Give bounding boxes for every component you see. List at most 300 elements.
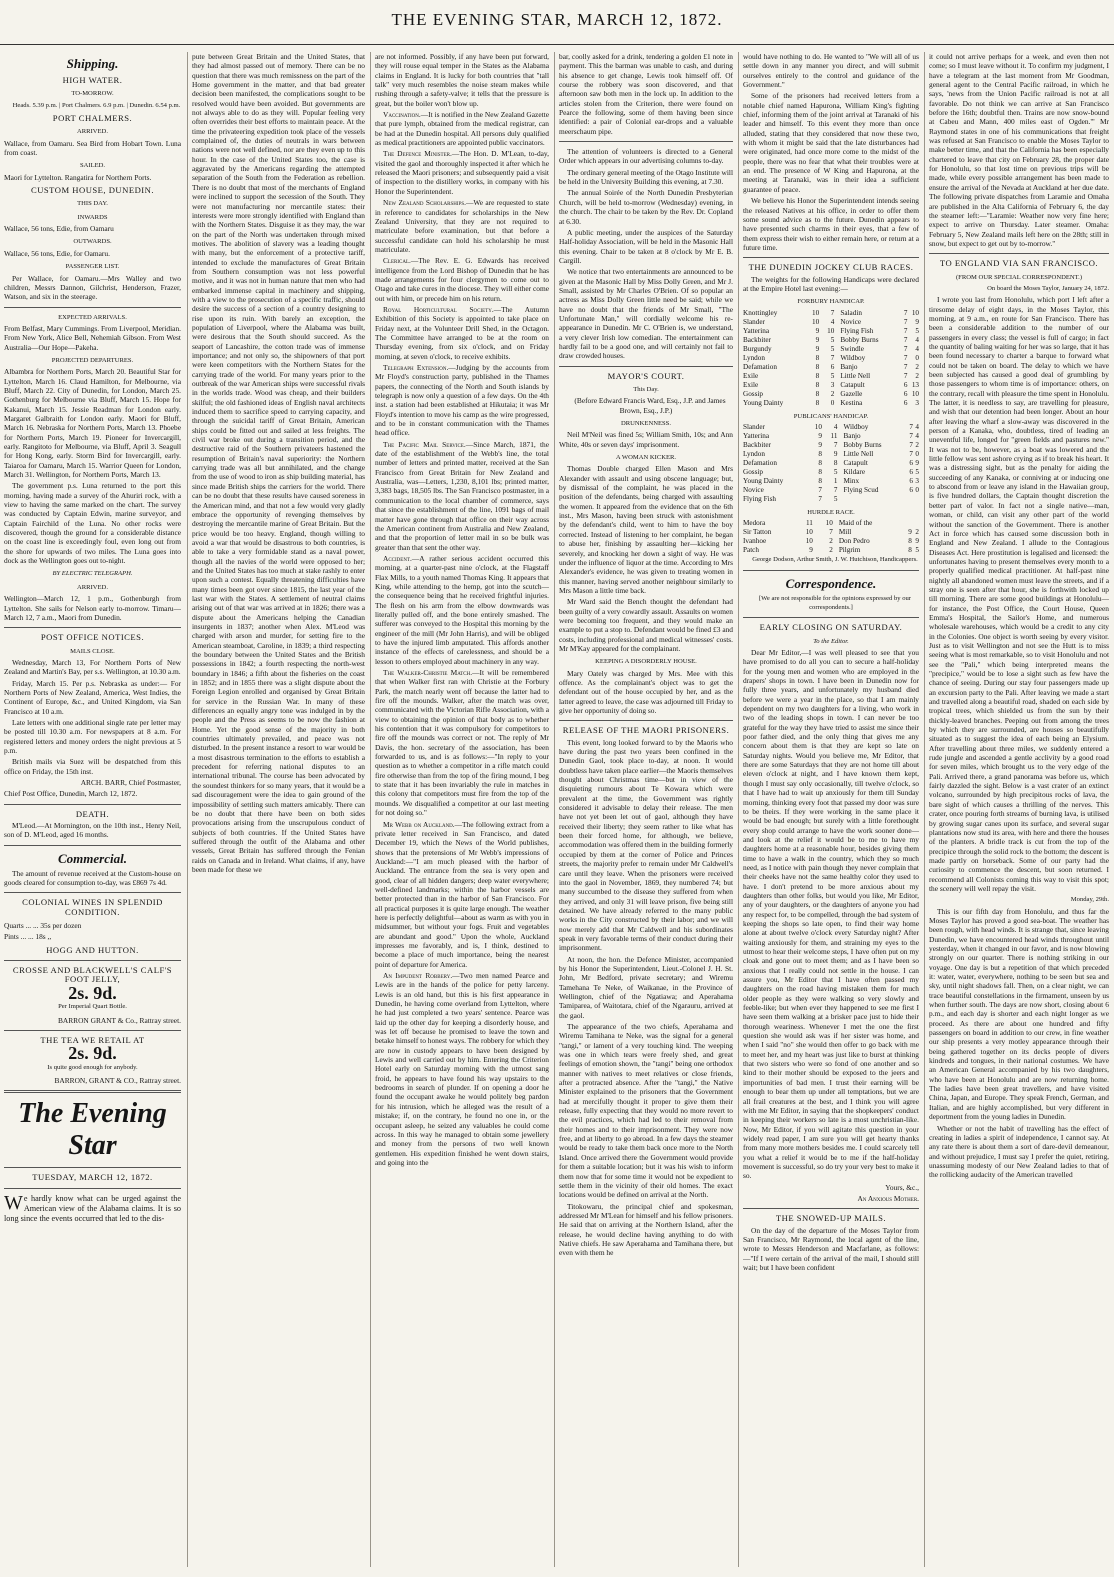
handicap-cell: 8	[818, 476, 822, 485]
handicap-row	[743, 486, 919, 495]
column-6	[929, 52, 1109, 1567]
handicap-cell	[905, 519, 912, 528]
handicap-cell: 10	[805, 528, 813, 537]
handicap-cell: 6	[909, 476, 913, 485]
handicap-cell: 7	[833, 440, 838, 449]
handicap-cell: Backbiter	[743, 440, 771, 449]
divider	[929, 253, 1109, 254]
high-water-heading: HIGH WATER.	[62, 75, 123, 85]
sailed-text: Maori for Lyttelton. Rangatira for Northern Ports.	[4, 172, 152, 182]
handicap-cell: Banjo	[843, 431, 861, 440]
hapurona-text: Some of the prisoners had received letters from a notable chief named Hapurona, William King's fighting chief, informing them of the joint arrival at Taranaki of his leader and himself. To this event they more than once alluded, stating that they considered that now these two, with whom it might be said that the late disturbances had were originated, had once more come to the midst of the people, there was no fear that what their troubles were at an end. The presence of W King and Hapurona, at the meeting at Taranaki, was in their idea a sufficient guarantee of peace.	[743, 91, 919, 194]
handicap-cell: 7	[909, 449, 913, 458]
barron-signature-1: BARRON GRANT & Co., Rattray street.	[57, 1015, 181, 1025]
handicap-cell: 8	[818, 467, 822, 476]
wines-quarts: Quarts ... ... 35s per dozen	[4, 921, 82, 931]
handicap-cell: Lyndon	[743, 449, 765, 458]
divider	[559, 141, 733, 142]
divider	[4, 1030, 181, 1031]
correspondence-note: [We are not responsible for the opinions expressed by our correspondents.]	[758, 594, 911, 611]
post-office-date: Chief Post Office, Dunedin, March 12, 1872.	[4, 789, 138, 799]
tea-ad-title: THE TEA WE RETAIL AT	[40, 1034, 145, 1045]
custom-house-heading: CUSTOM HOUSE, DUNEDIN.	[30, 185, 155, 196]
port-heading: PORT CHALMERS.	[52, 113, 133, 124]
handicap-cell: Exile	[743, 371, 759, 380]
editorial-date: TUESDAY, MARCH 12, 1872.	[32, 1172, 153, 1183]
handicap-cell: Gossip	[743, 467, 763, 476]
post-office-heading: POST OFFICE NOTICES.	[40, 632, 145, 643]
monday-dateline: Monday, 29th.	[1070, 896, 1109, 904]
handicap-row	[743, 450, 919, 459]
column-3	[375, 52, 549, 1567]
clerical-head: Clerical.	[383, 256, 411, 266]
handicap-cell: 9	[818, 431, 822, 440]
handicap-cell: 7	[909, 440, 913, 449]
handicap-cell: 4	[915, 431, 919, 440]
webb-text: —The following extract from a private letter received in San Francisco, and dated December 19, which the News of the World publishes, shows that the pretensions of Mr Webb's impressions of Auckland:—"I am much pleased with the harbor of Auckland. The entrance from the sea is very open and good, clear of all hidden dangers; deep water everywhere; well-defined landmarks; within the harbor vessels are better protected than in the harbor of San Francisco. For all practical purposes it is quite large enough. The weather here is perfectly delightful—about as warm as with you in midsummer, but without your fogs. Fruit and vegetables are abundant and good." Upon the whole, Auckland impresses me favorably, and is, I think, destined to become a place of much importance, being the nearest point of departure for America.	[375, 819, 549, 969]
pacific-mail-head: The Pacific Mail Service.	[383, 439, 466, 449]
handicap-cell: 9	[908, 528, 912, 537]
handicap-cell: 7	[833, 485, 838, 494]
handicap-cell: 2	[915, 362, 919, 371]
handicap-cell: Pilgrim	[838, 546, 861, 555]
handicap-cell: Catapult	[843, 458, 868, 467]
handicap-cell: 5	[915, 326, 919, 335]
snowed-mails-text: On the day of the departure of the Moses Taylor from San Francisco, Mr Raymond, the local agent of the line, wrote to Messrs Henderson and Macfarlane, as follows:—"If I were certain of the arrival of the mail, I should still wait; but I have been confident	[743, 1225, 919, 1272]
release-text-2: At noon, the hon. the Defence Minister, accompanied by his Honor the Superintendent, Lieut.-Colonel J. H. St. John, Mr Bedford, private secretary; and Wiremu Tamehana Te Neke, of Waikanae, in the Province of Wellington, chief of the Ngatiawa; and Aperahama Tamiparea, of Waitotara, chief of the Ngarauru, arrived at the gaol.	[559, 954, 733, 1020]
publicans-table	[743, 423, 919, 504]
disorderly-house-text: Mary Oately was charged by Mrs. Mee with this offence. As the complainant's object was to get the defendant out of the house occupied by her, and as the latter agreed to leave, the case was adjourned till Friday to give her opportunity of doing so.	[559, 668, 733, 715]
this-day-label: THIS DAY.	[77, 200, 108, 208]
expected-arrivals-text: From Belfast, Mary Cummings. From Liverpool, Meridian. From New York, Alice Bell, Nehemiah Gibson. From West Australia—Our Hope—Pakeha.	[4, 323, 181, 352]
tea-text: Is quite good enough for anybody.	[47, 1063, 138, 1071]
publicans-heading: PUBLICANS' HANDICAP.	[793, 412, 869, 420]
handicap-cell	[912, 519, 919, 528]
horticultural-head: Royal Horticultural Society.	[383, 304, 494, 314]
divider	[743, 570, 919, 571]
letter-yours: Yours, &c.,	[885, 1182, 919, 1192]
handicap-cell: 7	[903, 308, 908, 317]
handicap-cell	[843, 495, 907, 504]
tomorrow-label: TO-MORROW.	[71, 90, 114, 98]
handicap-cell: 2	[915, 528, 919, 537]
divider	[4, 804, 181, 805]
handicap-row	[743, 363, 919, 372]
handicap-row	[743, 318, 919, 327]
handicap-cell: Kildare	[843, 467, 866, 476]
handicap-cell: 5	[830, 344, 835, 353]
divider	[4, 627, 181, 628]
webb-head: Mr Webb on Auckland.	[383, 819, 455, 829]
handicap-cell: 10	[825, 519, 833, 528]
commercial-heading: Commercial.	[58, 850, 127, 866]
handicap-cell: Kestina	[840, 398, 863, 407]
handicap-cell: 6	[903, 389, 908, 398]
handicappers: George Dodson, Arthur Smith, J. W. Hutchison, Handicappers.	[752, 556, 918, 564]
handicap-cell: Novice	[840, 317, 862, 326]
handicap-cell: Slander	[743, 422, 765, 431]
handicap-cell: 8	[815, 362, 820, 371]
handicap-cell: Minx	[843, 476, 860, 485]
woman-kicker-heading: A WOMAN KICKER.	[615, 454, 677, 462]
per-bottle: Per Imperial Quart Bottle.	[58, 1003, 127, 1011]
correspondence-heading: Correspondence.	[785, 575, 877, 591]
handicap-cell: Ivanhoe	[743, 537, 767, 546]
handicap-cell: 5	[833, 467, 838, 476]
handicap-row	[743, 432, 919, 441]
outwards-label: OUTWARDS.	[73, 238, 112, 246]
mails-close-label: MAILS CLOSE.	[70, 647, 115, 655]
handicap-row	[743, 546, 919, 555]
handicap-row	[743, 390, 919, 399]
handicap-cell: 7	[818, 494, 822, 503]
woman-kicker-text: Thomas Double charged Ellen Mason and Mrs Alexander with assault and using obscene language; but, by dismissal of the complaint, he was placed in the position of the defendants, being charged with assaulting the women. It appeared from the evidence that on the 6th inst., Mrs Mason, having been struck with astonishment by the defendant's child, went to him to have the boy corrected. Instead of listening to her complaint, he began to abuse her, finishing by assaulting her—kicking her severely, and knocking her down a sight of way. He was under the influence of liquor at the time. According to Mrs Alexander's evidence, he was given to treating women in this manner, having served another neighbour similarly to Mrs Mason a little time back.	[559, 464, 733, 595]
handicap-row	[743, 528, 919, 537]
on-board-dateline: On board the Moses Taylor, January 24, 1872.	[987, 284, 1109, 292]
handicap-cell: Backbiter	[743, 335, 771, 344]
death-heading: DEATH.	[75, 808, 110, 819]
handicap-cell: 7	[903, 353, 908, 362]
handicap-cell: 9	[815, 344, 820, 353]
volunteers-text: The attention of volunteers is directed to a General Order which appears in our advertising columns to-day.	[559, 147, 733, 166]
shipping-heading: Shipping.	[66, 56, 119, 71]
handicap-cell: 7	[903, 344, 908, 353]
robbery-text: —Two men named Pearce and Lewis are in the hands of the police for petty larceny. Lewis is an old hand, but this is his first appearance in Dunedin, he having come overland from Lyttelton, where he had just completed a two years' sentence. Pearce was laid up the other day for keeping a disorderly house, and was let off because he promised to leave the town and betake himself to honest ways. The robbery for which they are now in custody appears to have been designed by Lewis and well carried out by him. Entering the Criterion Hotel early on Saturday morning with the utmost sang froid, he appears to have found his way upstairs to the bedrooms in search of plunder. If on opening a door he found the occupant awake he would politely beg pardon for his intrusion, which he alleged was the result of a mistake; if, on the contrary, he found no one in, or the occupant asleep, he seized any valuables he could come across. In this way he managed to obtain some jewellery and money from the persons of two well known gentlemen. His expedition finished he went down stairs, and going into the	[375, 971, 549, 1167]
this-day-label-2: This Day.	[633, 386, 659, 393]
handicap-cell: Novice	[743, 485, 764, 494]
projected-departures-label: PROJECTED DEPARTURES.	[51, 356, 134, 364]
arrived-label: ARRIVED.	[77, 128, 108, 136]
pacific-mail-text: —Since March, 1871, the date of the establishment of the Webb's line, the total number of letters and printed matter, received at the San Francisco from Great Britain for New Zealand and Australia, was—Letters, 1,230, 8,101 lbs; printed matter, 3,383 bags, 18,505 lbs. The San Francisco postmaster, in a communication to the local chamber of commerce, says that since the establishment of the line, 1091 bags of mail matter have gone through that office on their way across the American continent from Australia and New Zealand, and that the proportion of letter mail in so be bulk was greater than that sent the other way.	[375, 439, 549, 552]
handicap-cell: Maid of the	[838, 519, 873, 528]
defence-head: The Defence Minister.	[383, 149, 452, 159]
handicap-cell: 4	[833, 422, 838, 431]
release-heading: RELEASE OF THE MAORI PRISONERS.	[562, 725, 730, 736]
handicap-cell: Patch	[743, 546, 759, 555]
letter-text: Dear Mr Editor,—I was well pleased to see that you have promised to do all you can to secure a half-holiday for the young men and women who are employed in the drapers' shops in town. I have been in Dunedin now for fully three years, and unfortunately my husband died before we were a year in the place, so that I am mainly dependent on my two daughters for a living, who work in two of the leading shops in town. I can never be too grateful for the way they have tried to assist me since their poor father died, and the only thing that gives me any concern about them is that they are kept so late on Saturday nights. Would you believe me, Mr Editor, that there are some Saturdays that they are not home till about eleven o'clock at night, and I have known them kept, though I must say only occasionally, till twelve o'clock, so that I have had to wait up anxiously for them till Sunday morning, thinking every foot that passed my door was sure to be theirs. If they were working in the same place it would be bad enough; but surely with a little forethought every shop could arrange to have the work sooner done—and look at the relief it would be to me to have my daughters home at a reasonable hour, besides giving them time to have a walk in the country, which they so much need, as I notice with pain though they never complain that their cheeks have not the same healthy color they used to have. I don't pretend to be more anxious about my daughters than other folks, but would you like, Mr Editor, any of your daughters, or the daughters of anyone you had any respect for, to be compelled, through the bad system of keeping the shops so late open, to find their way home alone at about twelve o'clock every Saturday night? After waiting anxiously for them, and straining my eyes to the utmost to hear their welcome steps, I have often put on my cloak and gone out to meet them; and as I have been so anxious that I really could not settle in the house. I can assure you, Mr Editor that I have often passed my daughters on the road having mistaken them for much older people as they were walking so very slowly and feeble-like; but when ever they happened to see me first I have seen them walking at a brisker pace just to hide their thorough weariness. Whenever I met the one the first question she would ask was if her sister was home, and when I said "no" she would then offer to go back with me to meet her, and my heart was just like to burst at thinking that two sisters who were so fond of one another and so kind to their mother should be exposed to the jeers and importunities of bad men. I trust their earning will be enough to bear them up under all temptations, but we are all frail creatures at the best, and I think you will agree with me Mr Editor, in saying that the shopkeepers' conduct in keeping their workers so late is a most unchristian-like. Now, Mr Editor, if you will agitate this question in your widely read paper, I am sure you will get hearty thanks from many more mothers besides me. I could scarcely tell you what a relief it would be to me if the half-holiday movement is successful, so do try your very best to make it so.	[743, 648, 919, 1181]
handicap-cell: Defamation	[743, 458, 777, 467]
release-text-4: Titokowaru, the principal chief and spokesman, addressed Mr M'Lean for himself and his fellow prisoners. He said that on arriving at the Northern Island, after the release, he would decline having anything to do with Native chiefs. He saw Aperahama and Tamihana there, but even with them he	[559, 1201, 733, 1258]
handicap-cell: 3	[915, 398, 919, 407]
handicap-row	[743, 423, 919, 432]
editorial-continued: pute between Great Britain and the United States, that they had almost passed out of memory. There can be no question that there was much remissness on the part of the Home government in the matter, and that bad greater decision been manifested, the complications sought to be resolved would have been avoided. But governments are not always able to do as they will. Popular feeling very often overrides their best efforts to maintain peace. At the time the privateering expedition took place of the vessels complained of, the duties of neutrals in wars between nations were not well defined, nor are they even up to this hour. In the case of the United States too, the case is aggravated by the Americans regarding the attempted separation of the South from the Federation as rebellion. There is no doubt that most of the merchants of England were inclined to support the secession of the South. They were not manufacturing nor mercantile states: their interests were more strongly identified with England than with the Northern States. Disguise it as they may, the war on the part of the North was undertaken through mixed motives. The abolition of slavery was a leading thought with many, but the enforcement of a protective tariff, intended to exclude the manufactures of Great Britain from Southern consumption was not less powerful motive, and it was not in human nature that men who had embarked immense capital in machinery and shipping, with a view to the prosecution of a specific traffic, should desire the success of a section of a country designing to rise upon its ruin. With barely an exception, the population of Liverpool, where the Alabama was built, were desirous that the South should succeed. As the seaport of Lancashire, the cotton trade was of immense importance; and not only so, the shipowners of that port were keen competitors with the Northern States for the carrying trade of the world. For many years prior to the outbreak of the war American ships were successful rivals in the worlds trade. Wood was cheap, and their builders skilful; the old fashioned ideas of English naval architects induced them to sacrifice speed to carrying capacity, and through the suicidal tariff of Great Britain, American ships could be fitted out and sailed at less freights. The civil war broke out during a transition period, and the destructive raid of the Southern privateers hastened the resumption of Britain's naval superiority: the Northern carrying trade was all but annihilated, and the change from the use of wood to iron as ship building material, has since made British ships the carriers for the world. There can be no doubt that these results have caused soreness in the American mind, and that not a few would very gladly embrace the opportunity of revenging themselves by destroying the mercantile marine of Great Britain. But the price would be too heavy. England, though willing to avoid a war that would be disastrous to both countries, is able to take a very formidable stand as a naval power, though all the navies of the world were opposed to her; and the United States has too much at stake rashly to enter upon such a contest. Equally threatening difficulties have many times been got over since 1815, the last year of the last war with the States. A settlement of neutral claims arising out of that war was arrived at in 1826; there was a dispute about the Americans helping the Canadian insurgents in 1837; another when Alex. M'Leod was charged with arson and murder, for setting fire to the American steamboat, Caroline, in 1839; a third respecting the boundary between the United States and the British possessions in 1842; a fourth respecting the north-west boundary in 1846; a fifth about the fisheries on the coast in 1852; and in 1855 there was a slight dispute about the Foreign Legion enrolled and organised by Great Britain for service in the Russian War. In many of these differences an equally angry tone was indulged in by the people and the Press as seems to be now the fashion at Home. Yet the good sense of the majority in both countries ultimately prevailed, and peace was not disturbed. In the present instance a resort to war would be a most disastrous termination to the efforts to establish a precedent for referring national disputes to an international tribunal. The course has been advocated by the soundest thinkers for so many years, that it would be a sad discouragement were the idea to gain ground of the impossibility of settling such matters amicably. There can be no doubt that there have been on both sides provocations arising from the unscrupulous conduct of subjects of both countries. If the United States have suffered through the outfit of the Alabama and other vessels, Great Britain has suffered through the Fenian raids on Canada and in Ireland. What claims, if any, have been made for these we	[192, 52, 365, 874]
handicap-cell: 9	[809, 546, 813, 555]
handicap-cell: 10	[811, 317, 820, 326]
divider	[743, 1208, 919, 1209]
handicap-row	[743, 309, 919, 318]
handicap-cell: 6	[909, 458, 913, 467]
handicap-cell: 9	[815, 326, 820, 335]
tea-price: 2s. 9d.	[68, 1043, 117, 1064]
divider	[743, 257, 919, 258]
handicap-row	[743, 327, 919, 336]
handicap-cell: 13	[911, 380, 919, 389]
hurdle-heading: HURDLE RACE.	[807, 508, 855, 516]
defence-item	[375, 149, 549, 196]
handicap-cell: 7	[903, 317, 908, 326]
handicap-row	[743, 354, 919, 363]
handicap-cell: 6	[903, 380, 908, 389]
handicap-cell: 11	[805, 519, 813, 528]
handicap-cell: 6	[909, 467, 913, 476]
telegraph-item	[375, 363, 549, 438]
superintendent-text: We believe his Honor the Superintendent intends seeing the released Natives at his office, in order to offer them some sound advice as to the future. Dunedin appears to have presented such charms in their eyes, that a few of them express their wish to either remain here, or return at a future time.	[743, 196, 919, 252]
handicap-cell: Saladin	[840, 308, 862, 317]
to-editor: To the Editor.	[813, 637, 849, 645]
snowed-mails-heading: THE SNOWED-UP MAILS.	[775, 1213, 887, 1224]
horticultural-item	[375, 305, 549, 361]
handicap-cell: Flying Fish	[840, 326, 874, 335]
passenger-list-text: Per Wallace, for Oamaru.—Mrs Walley and two children, Messrs Dannon, Gilchrist, Henderson, Frazer, Watson, and six in the steerage.	[4, 273, 181, 302]
telegraph-text: —Judging by the accounts from Mr Floyd's construction party, published in the Thames papers, the connecting of the North and South islands by telegraph is now only a question of a few days. On the 4th inst. a station had been established at Hikutaia; it was Mr Floyd's intention to move his camp as the wire progressed, and to be in constant communication with the Thames head office.	[375, 363, 549, 438]
handicap-cell: 10	[814, 422, 822, 431]
scholarships-text: —We are requested to state in reference to candidates for scholarships in the New Zealand University, that they are not required to matriculate before examination, but that before a successful candidate can hold his scholarship he must matriculate.	[375, 198, 549, 254]
handicap-row	[743, 345, 919, 354]
release-text-1: This event, long looked forward to by the Maoris who have during the past two years been confined in the Dunedin Gaol, took place to-day, at noon. It would doubtless have taken place earlier—the Maoris themselves thought about Christmas time—but in view of the disquieting rumours about Te Kowara which were prevalent at the time, the Government was rightly considered it advisable to delay their release. The men have not yet been let out of gaol, although they have received their liberty; they seem rather to like what has been their forced home, for although, we believe, accommodation was offered them in the building formerly occupied by them at the corner of Police and Princes streets, the majority prefer to remain under Mr Caldwell's care until they leave. When the prisoners were received into the gaol in November, 1869, they numbered 74; but many succumbed to the disease they suffered from when they arrived, and only 31 will leave prison, five being still detained. We have already referred to the many public works in the City constructed by their labor; and we will now merely add that Mr Caldwell and his subordinates speak in very favorable terms of their conduct during their imprisonment.	[559, 737, 733, 953]
handicap-cell: 5	[833, 494, 838, 503]
mayors-court-heading: MAYOR'S COURT.	[607, 370, 685, 381]
handicap-cell: 0	[830, 398, 835, 407]
handicap-cell: Lyndon	[743, 353, 765, 362]
vaccination-text: —It is notified in the New Zealand Gazette that pure lymph, obtained from the medical registrar, can be had at the Dunedin hospital. All persons duly qualified as medical practitioners are appointed public vaccinators.	[375, 110, 549, 148]
handicap-cell: 0	[915, 353, 919, 362]
tide-times: Heads. 5.39 p.m. | Port Chalmers. 6.9 p.m. | Dunedin. 6.54 p.m.	[12, 101, 181, 109]
handicap-cell: 11	[830, 431, 838, 440]
handicap-cell: 10	[805, 537, 813, 546]
handicap-cell: 3	[915, 476, 919, 485]
snowed-mails-continued: it could not arrive perhaps for a week, and even then not come; so I must leave without it. To confirm my judgment, I have a telegram at the last moment from Mr Goodman, general agent to the Central Pacific railroad, in which he says, 'news from the Union Pacific railroad is not at all favorable. Do not think we can arrive at San Francisco before the 16th; doubtful then. Trains are now snow-bound at Cabeu and Mann, 400 miles east of Ogden.'" Mr Raymond states in one of his communications that freight was refused at San Francisco to enable the Moses Taylor to make better time, and that the California has been especially chartered to leave that city on February 28, the proper date for Honolulu, so that lost time on previous trips will be made, while every possible arrangement has been made to ensure the arrival of the Nevada at Auckland at her due date. The following private dispatches from Laramie and Omaha are published in the Alta California of February 6, the day the steamer left:—"Laramie: Weather now very fine here; expect to arrive on Thursday. Later steamer. Omaha: February 5, New Zealand mails left here on the 28th; still in snow, but expect to get out by to-morrow."	[929, 52, 1109, 248]
horticultural-text: —The Autumn Exhibition of this Society is appointed to take place on Friday next, at the Volunteer Drill Shed, in the Octagon. The Committee have arranged to be at the room on Thursday evening, from six o'clock, and on Friday morning, at seven o'clock, to receive exhibits.	[375, 304, 549, 361]
handicap-cell: 6	[909, 485, 913, 494]
handicap-cell: 9	[915, 317, 919, 326]
jelly-ad-title: CROSSE AND BLACKWELL'S CALF'S FOOT JELLY,	[12, 965, 173, 985]
handicap-cell: 8	[815, 353, 820, 362]
divider	[743, 617, 919, 618]
walker-item	[375, 668, 549, 818]
institute-text: The ordinary general meeting of the Otago Institute will be held in the University Building this evening, at 7.30.	[559, 167, 733, 187]
handicap-cell: Mill	[838, 528, 852, 537]
arrived-text-2: Wellington—March 12, 1 p.m., Gothenburgh from Lyttelton. She sails for Nelson early to-morrow. Timaru—March 12, 7 a.m., Maori from Dunedin.	[4, 594, 181, 622]
divider	[559, 720, 733, 721]
handicap-cell: Exile	[743, 380, 759, 389]
handicap-cell: 10	[911, 308, 919, 317]
handicap-cell: 9	[818, 440, 822, 449]
hogg-hutton: HOGG AND HUTTON.	[46, 944, 139, 955]
handicap-cell: Medora	[743, 519, 766, 528]
sailed-label: SAILED.	[79, 162, 106, 170]
column-2	[192, 52, 365, 1567]
handicap-cell: Gazelle	[840, 389, 863, 398]
death-notice: M'Leod.—At Mornington, on the 10th inst., Henry Neil, son of D. M'Leod, aged 16 months.	[4, 821, 181, 840]
handicap-cell: 6	[830, 362, 835, 371]
handicap-cell: 8	[833, 458, 838, 467]
vaccination-item	[375, 110, 549, 147]
release-text-3: The appearance of the two chiefs, Aperahama and Wiremu Tamihana te Neke, was the signal for a general "tangi," or lament of a very touching kind. The weeping was one in which tears were freely shed, and great feelings of emotion shown, the "tangi" being one orthodox manner with natives to meet relatives or close friends, after a protracted absence. After the "tangi," the Native Minister explained to the prisoners that the Government had at mercifully thought it proper to give them their release, fully expecting that they would no more revert to the evil practices, which had led to their removal from their homes and to their imprisonment. They were now free, and at liberty to go abroad. In a few days the steamer would be ready to take them back once more to the North Island. Once arrived there the Government would provide for them a suitable location; but it was his wish to inform them now that for some time it would not be expedient to settle them in the vicinity of their old homes. The exact locations would be defined on arrival at the North.	[559, 1022, 733, 1200]
inwards-text: Wallace, 56 tons, Edie, from Oamaru	[4, 224, 114, 234]
woman-kicker-text-2: Mr Ward said the Bench thought the defendant had been guilty of a very cowardly assault. Assaults on women were becoming too frequent, and they would make an example to put a stop to. Defendant would be fined £3 and costs, including professional and medical witnesses' costs. Mr M'Kay appeared for the complainant.	[559, 597, 733, 653]
divider	[4, 1167, 181, 1168]
handicap-cell: 7	[909, 422, 913, 431]
handicap-row	[743, 399, 919, 408]
divider	[4, 845, 181, 846]
handicap-cell	[913, 495, 919, 504]
handicap-cell: 2	[915, 440, 919, 449]
special-correspondent: (FROM OUR SPECIAL CORRESPONDENT.)	[955, 273, 1083, 281]
handicap-cell: 9	[815, 335, 820, 344]
jockey-club-heading: THE DUNEDIN JOCKEY CLUB RACES.	[748, 262, 914, 273]
vaccination-head: Vaccination.	[383, 110, 421, 120]
handicap-cell: Yatterina	[743, 326, 770, 335]
scholarships-item	[375, 198, 549, 254]
government-luna-text: The government p.s. Luna returned to the port this morning, having made a survey of the Ahuriri rock, with a view to having the same marked on the chart. The survey was conducted by Captain Edwin, marine surveyor, and Captain Fairchild of the Luna. No other rocks were discovered, though the ground for a considerable distance on the coast line is exceedingly foul, even long out from the shore for upwards of two miles. The Luna goes into dock as the Wellington goes out to-night.	[4, 481, 181, 566]
forbury-table	[743, 309, 919, 408]
handicap-cell: Flying Fish	[743, 494, 776, 503]
handicap-row	[743, 468, 919, 477]
handicap-cell: 7	[818, 485, 822, 494]
handicap-cell: Defamation	[743, 362, 777, 371]
column-1	[4, 52, 181, 1567]
handicap-cell: 4	[830, 317, 835, 326]
divider	[4, 892, 181, 893]
handicap-cell: 7	[903, 326, 908, 335]
handicap-row	[743, 441, 919, 450]
masthead: THE EVENING STAR, MARCH 12, 1872.	[0, 0, 1114, 45]
handicap-cell: 8	[818, 458, 822, 467]
handicap-cell: 2	[829, 537, 833, 546]
handicap-cell: Banjo	[840, 362, 858, 371]
handicap-cell: 8	[815, 371, 820, 380]
handicap-cell: 8	[815, 398, 820, 407]
mails-text-3: Late letters with one additional single rate per letter may be posted till 10.30 a.m. For newspapers at 8 a.m. For registered letters and money orders the night previous at 5 p.m.	[4, 717, 181, 755]
voyage-text-1: I wrote you last from Honolulu, which port I left after a tiresome delay of eight days, in the Moses Taylor, this morning, at 9 a.m., en route for San Francisco. There has been a considerable addition to the number of our passengers in every class; the vessel is full of cargo; in fact the quantity of baling waiting for her was so large, that it has been found necessary to charter a barque to forward what could not be taken on board. The delay to which we have been subjected has caused a good deal of grumbling by those passengers to whom time is of importance: others, on the contrary, recall with pleasure the time spent in Honolulu. The latter, it is needless to say, are travelling for pleasure, and wish that our detention had been longer. About an hour after leaving the wharf a slow-away was discovered in the person of a Kanaka, who, doubtless, tired of leading an uneventful life, longed for "green fields and pastures new." It was not to be, however, as a boat was lowered and the little fellow was sent ashore crying as if to break his heart. It was a distressing sight, but as the penalty for aiding the succeeding of any Kanaka, or conniving at or inducing one to abscond from or leave any island in the Hawaiian group, is five hundred dollars, the Captain thought discretion the better part of valor. In fact not a single native—man, woman, or child, can visit any other part of the world without the sanction of the Government. There is another Act in force which has caused some discussion both in England and New Zealand. I allude to the Contagious Diseases Act. Here prostitution is legalised and licensed: the unfortunates having to present themselves every month to a properly qualified medical practitioner. At half-past nine nightly all abandoned women must leave the streets, and if a stray one is seen after that hour, she is forthwith locked up till morning. There are some good buildings at Honolulu—for instance, the Post Office, the Court House, Queen Emma's Hospital, the Sailor's Home, and numerous wholesale warehouses, which would be a credit to any city in the Colonies. One object is worth seeing by every visitor. Just as to visit Wellington and not see the Hutt is to miss seeing what is most remarkable, so to visit Honolulu and not see the "Pali," which being interpreted means the "precipice," would be to lose a sight such as few have the chance of seeing. During our stay four passengers made up an excursion party to the Pali. After leaving we made a start and travelled along a beautiful road, shaded on each side by tropical trees, which shielded us from the sun by their thickly-leaved branches. Peeping out from among the trees by which they are surrounded, are houses so beautifully situated as to suggest the idea of each being an Elysium. After travelling about three miles, we suddenly entered a rude jungle and ascended a gentle acclivity by a good road for seven miles, which brought us to the very edge of the Pali. Arrived there, a grand panorama was before us, which fairly dazzled the sight. Below is a vast crater of an extinct volcano, surrounded by high precipitous rocks of lava, the bare sight of which causes a thrilling of the nerves. This crater, once pouring forth streams of burning lava, is utilised by growing sugar canes upon its surface, and several sugar plantations now stud its area, with here and there the houses of the planters. A bridle track is cut from the top of the precipice through the solid rock to the bottom; the descent is made partly on horseback. Some of our party had the curiosity to commence the descent, but soon returned. I recommend all Colonists coming this way to visit this spot; the scenery will well repay the visit.	[929, 295, 1109, 893]
outwards-text: Wallace, 56 tons, Edie, for Oamaru.	[4, 248, 110, 258]
handicap-cell: 4	[915, 335, 919, 344]
column-rule	[370, 52, 371, 1567]
column-5	[743, 52, 919, 1567]
handicap-cell: Burgundy	[743, 344, 772, 353]
handicap-row	[743, 537, 919, 546]
handicap-cell: 7	[830, 308, 835, 317]
handicap-cell: Bobby Burns	[840, 335, 879, 344]
inwards-label: INWARDS	[77, 213, 108, 221]
handicap-cell: 8	[908, 537, 912, 546]
divider	[4, 960, 181, 961]
mails-text-2: Friday, March 15. Per p.s. Nebraska as under:— For Northern Ports of New Zealand, America, West Indies, the Continent of Europe, &c., and United Kingdom, via San Francisco at 10 a.m.	[4, 678, 181, 716]
handicap-row	[743, 336, 919, 345]
handicap-cell: 8	[908, 546, 912, 555]
electric-telegraph-heading: BY ELECTRIC TELEGRAPH.	[52, 570, 133, 578]
commercial-text: The amount of revenue received at the Custom-house on goods cleared for consumption to-day, was £869 7s 4d.	[4, 868, 181, 888]
handicap-cell: 7	[903, 362, 908, 371]
postmaster-signature: ARCH. BARR, Chief Postmaster,	[80, 778, 181, 787]
handicap-cell: 5	[915, 467, 919, 476]
mails-text-4: British mails via Suez will be despatched from this office on Friday, the 15th inst.	[4, 757, 181, 776]
handicap-cell: 0	[915, 449, 919, 458]
handicap-cell: 8	[815, 389, 820, 398]
handicap-cell: Yatterina	[743, 431, 770, 440]
arrived-label-2: ARRIVED.	[77, 583, 108, 591]
handicap-cell: Wildboy	[843, 422, 869, 431]
column-4	[559, 52, 733, 1567]
handicap-cell: 9	[915, 537, 919, 546]
expected-arrivals-label: EXPECTED ARRIVALS.	[58, 313, 127, 321]
editorial-ending: are not informed. Possibly, if any have been put forward, they will rouse equal temper in the States as the Alabama claims in England. It is lucky for both countries that "tall talk" very much resembles the noise steam makes while rushing through a safety-valve; it tells that the pressure is great, but the boiler won't blow up.	[375, 52, 549, 108]
column-rule	[924, 52, 925, 1567]
handicap-cell: Gossip	[743, 389, 763, 398]
wines-ad-title: COLONIAL WINES IN SPLENDID CONDITION.	[22, 897, 163, 917]
jockey-intro: The weights for the following Handicaps were declared at the Empire Hotel last evening:—	[743, 274, 919, 293]
voyage-text-3: Whether or not the habit of travelling has the effect of creating in ladies a spirit of independence, I cannot say. At any rate there is about them a sort of dare-devil demeanour, and without prejudice, I must say I prefer the quiet, retiring, unassuming modesty of our New Zealand ladies to that of the rollicking audacity of the American travelled	[929, 1123, 1109, 1180]
handicap-cell: 7	[903, 335, 908, 344]
handicap-cell: 10	[911, 389, 919, 398]
robbery-item	[375, 971, 549, 1167]
soiree-text: The annual Soirée of the North Dunedin Presbyterian Church, will be held to-morrow (Wednesday) evening, in the church. The chair to be taken by the Rev. Dr. Copland at 6.30.	[559, 188, 733, 226]
early-closing-heading: EARLY CLOSING ON SATURDAY.	[759, 622, 903, 633]
handicap-cell: 8	[818, 449, 822, 458]
handicap-cell: 5	[830, 371, 835, 380]
column-rule	[187, 52, 188, 1567]
robbery-head: An Impudent Robbery.	[383, 971, 453, 980]
scholarships-head: New Zealand Scholarships.	[383, 198, 466, 208]
accident-item	[375, 554, 549, 666]
handicap-cell: Wildboy	[840, 353, 866, 362]
handicap-cell: 1	[833, 476, 838, 485]
letter-signature: An Anxious Mother.	[857, 1193, 919, 1203]
public-meeting-text: A public meeting, under the auspices of the Saturday Half-holiday Association, will be held in the Masonic Hall this evening. Chair to be taken at 8 o'clock by Mr E. B. Cargill.	[559, 227, 733, 265]
walker-text: —It will be remembered that when Walker first ran with Christie at the Forbury Park, the match nearly went off because the latter had to fire off the mounds. Walker, after the match was over, communicated with the Victorian Rifle Association, with a view to obtaining the opinion of that body as to whether his contention that it was compulsory for competitors to fire off the mounds was correct or not. The reply of Mr Davis, the hon. secretary of the association, has been forwarded to us, and is as follows:—"In reply to your question as to whether a competitor in a rifle match could fire otherwise than from the top of the firing mound, I beg to state that it has been invariably the rule in matches in this colony that competitors must fire from the top of the mounds. We disqualified a competitor at our last meeting for not doing so."	[375, 668, 549, 818]
handicap-row	[743, 372, 919, 381]
walker-head: The Walker-Christie Match.	[383, 668, 473, 677]
disorderly-house-heading: KEEPING A DISORDERLY HOUSE.	[595, 658, 697, 666]
mails-text-1: Wednesday, March 13, For Northern Ports of New Zealand and Martin's Bay, per s.s. Wellington, at 10.30 a.m.	[4, 657, 181, 677]
handicap-cell: 8	[815, 380, 820, 389]
handicap-cell: Little Nell	[843, 449, 874, 458]
release-continued: would have nothing to do. He wanted to "We will all of us settle down in any manner you direct, and will submit ourselves entirely to the control and guidance of the Government."	[743, 52, 919, 90]
passenger-list-label: PASSENGER LIST.	[65, 263, 120, 271]
robbery-continued: bar, coolly asked for a drink, tendering a golden £1 note in payment. This the barman was unable to cash, and during his absence to get change, Lewis took himself off. Of course the robbery was soon discovered, and that afternoon saw both men in the lock up. In addition to the articles stolen from the Criterion, there were found on Pearce the following, some of them having been since identified: a pair of Colonial ear-drops and a valuable meerschaum pipe.	[559, 52, 733, 136]
pacific-mail-item	[375, 440, 549, 552]
evening-star-logo: The Evening Star	[18, 1098, 167, 1162]
before-text: (Before Edward Francis Ward, Esq., J.P. and James Brown, Esq., J.P.)	[574, 396, 726, 415]
column-rule	[738, 52, 739, 1567]
accident-head: Accident.	[383, 553, 412, 563]
handicap-cell: Sir Tatton	[743, 528, 772, 537]
handicap-cell: 9	[915, 458, 919, 467]
entertainment-text: We notice that two entertainments are announced to be given at the Masonic Hall by Miss Dolly Green, and Mr J. Small, assisted by Mr Charles O'Brien. Of so popular an actress as Miss Dolly Green little need be said; while we have no doubt that the friends of Mr Small, "The Unfortunate Man," will cordially welcome his re-appearance in Dunedin. Mr C. O'Brien is, we understand, a very clever Irish low comedian. The entertainment can hardly fail to be a good one, and will certainly not fail to draw crowded houses.	[559, 267, 733, 361]
drunkenness-heading: DRUNKENNESS.	[620, 420, 671, 428]
handicap-row	[743, 459, 919, 468]
handicap-cell: 4	[915, 344, 919, 353]
wines-pints: Pints ... ... 18s ,,	[4, 932, 52, 942]
handicap-cell: 5	[915, 546, 919, 555]
jelly-price: 2s. 9d.	[68, 982, 117, 1003]
accident-text: —A rather serious accident occurred this morning, at a quarter-past nine o'clock, at the Flagstaff Flax Mills, to a youth named Thomas King. It appears that King, while attending to the hemp, got into the scutch—the consequence being that he received frightful injuries. The flesh on his arm from the elbow downwards was literally pulled off, and the bone entirely smashed. The sufferer was conveyed to the Hospital this morning by the engineer of the mill (Mr John Harris), and will be obliged to have the injured limb amputated. This affords another instance of the effects of carelessness, and should be a lesson to others employed about machinery in any way.	[375, 553, 549, 666]
defence-text: —The Hon. D. M'Lean, to-day, visited the gaol and thoroughly inspected it after which he released the Maori prisoners; and subsequently paid a visit of inspection to the distillery works, in company with his Honor the Superintendent.	[375, 149, 549, 196]
telegraph-head: Telegraph Extension.	[383, 363, 449, 372]
hurdle-table	[743, 519, 919, 555]
handicap-cell: Young Dainty	[743, 398, 784, 407]
handicap-cell: Flying Scud	[843, 485, 879, 494]
clerical-text: —The Rev. E. G. Edwards has received intelligence from the Lord Bishop of Dunedin that he has made arrangements for four clergymen to come out to Otago and take cures in the diocese. They will either come out with him, or precede him on his return.	[375, 256, 549, 303]
divider	[559, 366, 733, 367]
handicap-cell: Catapult	[840, 380, 865, 389]
handicap-cell: Don Pedro	[838, 537, 870, 546]
drunkenness-text: Neil M'Neil was fined 5s; William Smith, 10s; and Ann White, 40s or seven days' imprisonment.	[559, 430, 733, 449]
divider	[4, 1090, 181, 1093]
handicap-cell: 7	[909, 431, 913, 440]
handicap-cell: 5	[830, 335, 835, 344]
handicap-row	[743, 477, 919, 486]
